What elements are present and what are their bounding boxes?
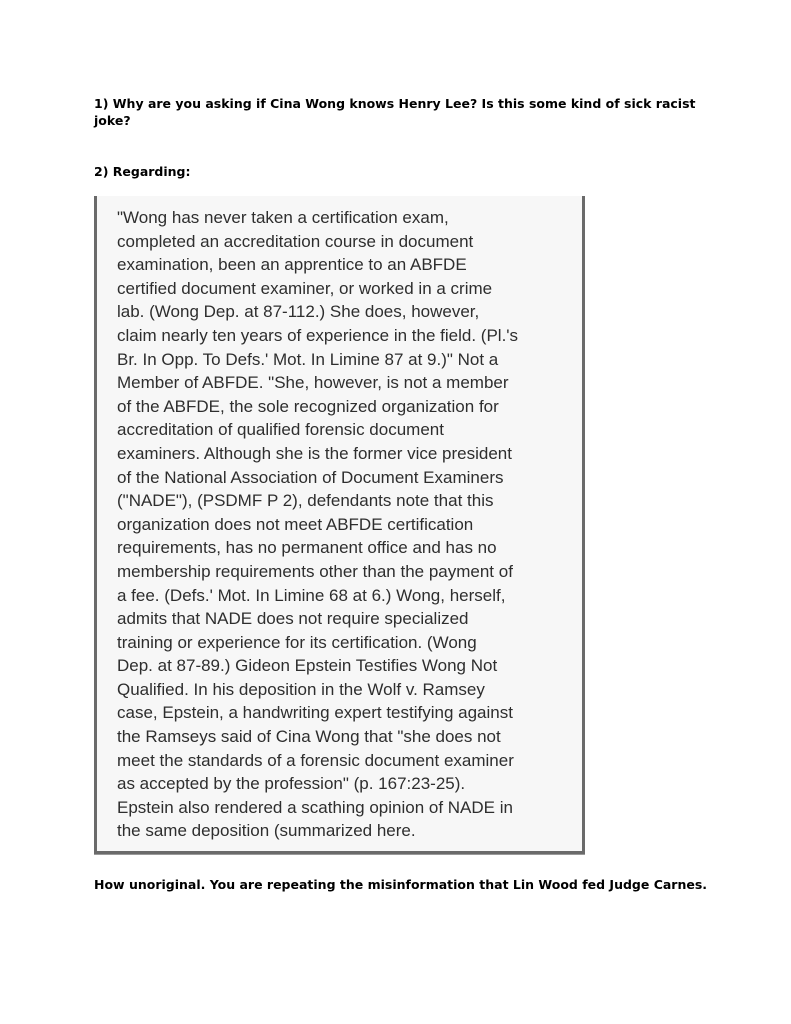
quote-line: examination, been an apprentice to an ABFDE xyxy=(117,255,467,275)
quote-line: requirements, has no permanent office and has no xyxy=(117,538,497,558)
quote-line: "Wong has never taken a certification exam, xyxy=(117,208,449,227)
quote-line: accreditation of qualified forensic document xyxy=(117,420,444,440)
quote-line: the Ramseys said of Cina Wong that "she does not xyxy=(117,727,501,747)
quote-line: Qualified. In his deposition in the Wolf v. Ramsey xyxy=(117,679,485,699)
quote-line: Br. In Opp. To Defs.' Mot. In Limine 87 at 9.)" Not a xyxy=(117,349,499,369)
quote-line: certified document examiner, or worked in a crime xyxy=(117,278,493,298)
quote-line: Member of ABFDE. "She, however, is not a member xyxy=(117,373,509,393)
quote-line: ("NADE"), (PSDMF P 2), defendants note that this xyxy=(117,491,494,511)
quote-line: training or experience for its certification. (Wong xyxy=(117,632,477,652)
quote-line: Dep. at 87-89.) Gideon Epstein Testifies Wong Not xyxy=(117,656,498,676)
quote-line: claim nearly ten years of experience in the field. (Pl.'s xyxy=(117,325,519,345)
quoted-screenshot-box xyxy=(94,196,585,854)
quote-line: lab. (Wong Dep. at 87-112.) She does, however, xyxy=(117,302,480,322)
quote-line: Epstein also rendered a scathing opinion of NADE in xyxy=(117,797,513,817)
quote-line: membership requirements other than the payment of xyxy=(117,561,513,581)
quote-line: a fee. (Defs.' Mot. In Limine 68 at 6.) Wong, herself, xyxy=(117,585,506,605)
question-1-text: 1) Why are you asking if Cina Wong knows Henry Lee? Is this some kind of sick racist joke? xyxy=(94,96,696,128)
quote-line: organization does not meet ABFDE certification xyxy=(117,514,474,534)
quote-line: as accepted by the profession" (p. 167:23-25). xyxy=(117,774,466,794)
quote-line: completed an accreditation course in document xyxy=(117,231,474,251)
quote-line: of the National Association of Document Examiners xyxy=(117,467,504,487)
quote-line: of the ABFDE, the sole recognized organization for xyxy=(117,396,499,416)
quoted-passage xyxy=(117,206,577,843)
reply-text: How unoriginal. You are repeating the misinformation that Lin Wood fed Judge Carnes. xyxy=(94,877,708,892)
quote-line: examiners. Although she is the former vice president xyxy=(117,443,512,463)
question-2-heading: 2) Regarding: xyxy=(94,164,191,179)
quote-line: meet the standards of a forensic document examiner xyxy=(117,750,514,770)
quote-line: the same deposition (summarized here. xyxy=(117,821,416,841)
quote-line: admits that NADE does not require specialized xyxy=(117,609,469,629)
quote-line: case, Epstein, a handwriting expert testifying against xyxy=(117,703,513,723)
